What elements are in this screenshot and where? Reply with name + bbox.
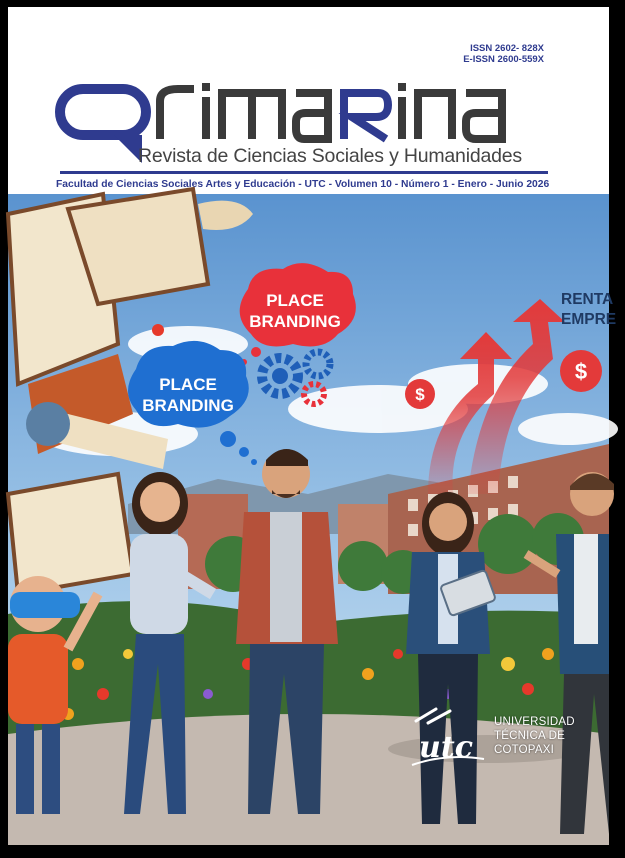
- issn-electronic: E-ISSN 2600-559X: [463, 54, 544, 65]
- dollar-sign-right: $: [574, 359, 588, 384]
- university-name: [494, 715, 575, 757]
- bubble-bottom-line2: BRANDING: [142, 396, 234, 415]
- issn-block: [463, 43, 544, 65]
- university-line1: UNIVERSIDAD: [494, 716, 575, 728]
- dollar-coin-icon: [405, 379, 435, 409]
- dollar-sign-left: $: [415, 385, 425, 404]
- dollar-coin-icon: [560, 350, 602, 392]
- university-line3: COTOPAXI: [494, 744, 554, 756]
- university-line2: TÉCNICA DE: [494, 730, 566, 742]
- logo-q-speech-icon: [60, 89, 146, 163]
- bubble-top-line1: PLACE: [266, 291, 324, 310]
- bubble-top-line2: BRANDING: [249, 312, 341, 331]
- journal-cover: [8, 7, 617, 845]
- renta-line1: RENTA: [561, 291, 614, 308]
- renta-line2: EMPRE: [561, 311, 617, 328]
- journal-name: Qrimarina: [56, 71, 61, 72]
- journal-subtitle: Revista de Ciencias Sociales y Humanidades: [138, 145, 522, 167]
- utc-wordmark: utc: [419, 730, 473, 765]
- subtitle-divider: [60, 171, 548, 174]
- utc-logo: [406, 707, 490, 775]
- issn-print: ISSN 2602- 828X: [470, 43, 544, 54]
- faculty-volume-line: Facultad de Ciencias Sociales Artes y Educación - UTC - Volumen 10 - Número 1 - Enero - Junio 2026: [56, 179, 550, 190]
- renta-empre-text: [561, 290, 616, 330]
- bubble-bottom-line1: PLACE: [159, 375, 217, 394]
